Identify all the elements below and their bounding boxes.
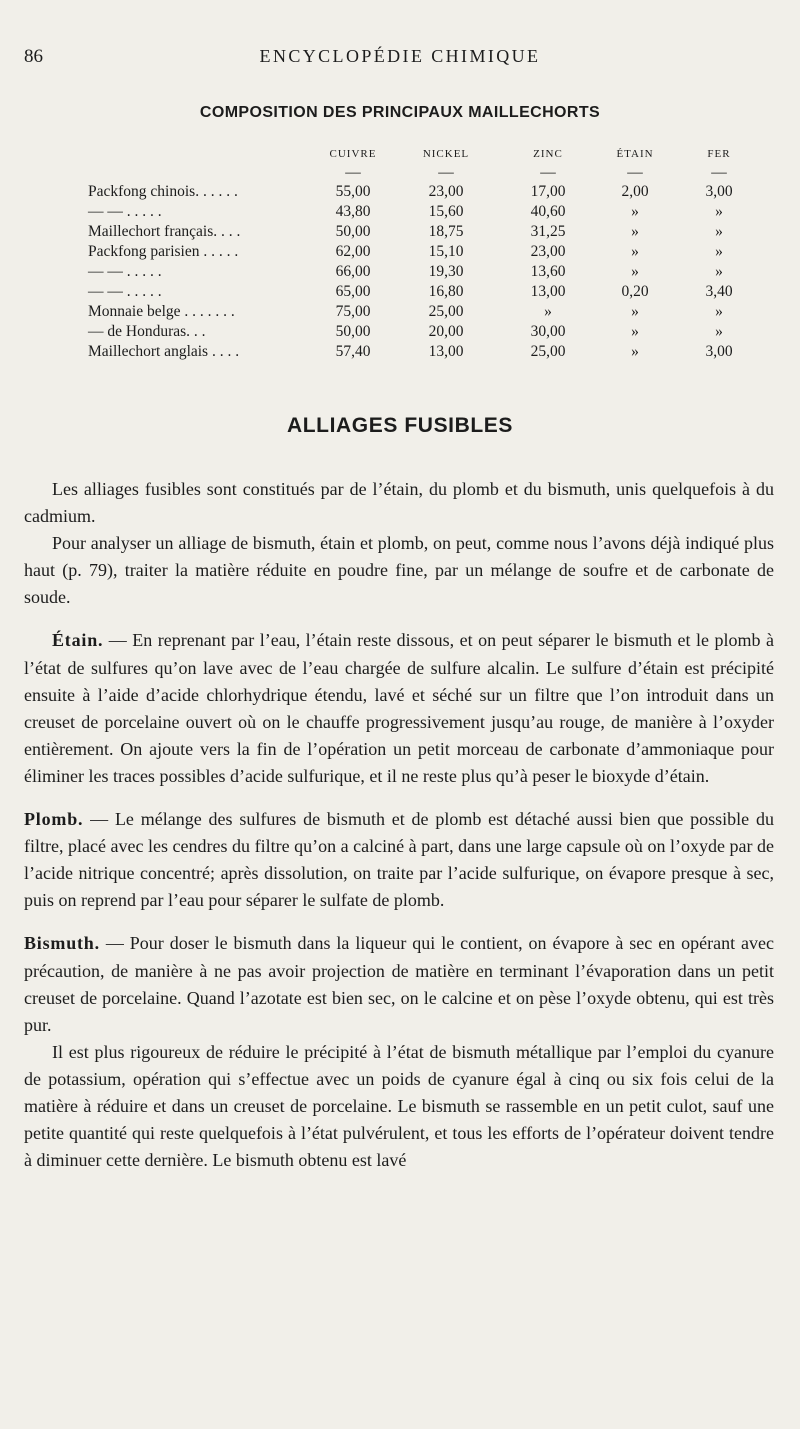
table-cell: 40,60 [530,203,566,220]
table-cell: 50,00 [335,323,371,340]
table-cell: 18,75 [428,223,464,240]
column-header: NICKEL [422,148,470,160]
row-label: Packfong chinois. . . . . . [88,183,238,200]
table-cell: 15,10 [428,243,464,260]
table-cell: 62,00 [335,243,371,260]
table-row [88,202,764,222]
paragraph-plomb [24,806,774,914]
page-header [24,46,776,72]
table-cell: 13,00 [530,283,566,300]
row-label: — — . . . . . [88,263,162,280]
table-cell: 50,00 [335,223,371,240]
page-number: 86 [24,46,43,67]
paragraph: Les alliages fusibles sont constitués par de l’étain, du plomb et du bismuth, unis quelquefois à du cadmium. [24,479,774,527]
table-cell: 25,00 [530,343,566,360]
table-cell: » [715,303,723,320]
table-cell: 3,00 [705,183,733,200]
table-cell: » [631,203,639,220]
table-cell: 55,00 [335,183,371,200]
dash-mark: — [438,164,454,181]
table-cell: » [631,263,639,280]
table-cell: » [715,223,723,240]
table-cell: 3,00 [705,343,733,360]
table-cell: » [631,223,639,240]
table-cell: 25,00 [428,303,464,320]
paragraph-etain [24,627,774,790]
paragraph-lead: Étain. [52,630,104,651]
paragraph: Pour analyser un alliage de bismuth, étain et plomb, on peut, comme nous l’avons déjà indiqué plus haut (p. 79), traiter la matière réduite en poudre fine, par un mélange de soufre et de carbonate de soude. [24,533,774,608]
table-cell: » [631,343,639,360]
dash-mark: — [627,164,643,181]
table-row [88,302,764,322]
table-cell: 30,00 [530,323,566,340]
table-cell: 15,60 [428,203,464,220]
column-header: ÉTAIN [616,148,654,160]
table-row [88,322,764,342]
section-title: ALLIAGES FUSIBLES [286,414,514,437]
paragraph-lead: Plomb. [24,809,84,830]
table-cell: 31,25 [530,223,566,240]
row-label: — — . . . . . [88,283,162,300]
table-cell: 66,00 [335,263,371,280]
table-cell: 3,40 [705,283,733,300]
paragraph-text: — En reprenant par l’eau, l’étain reste dissous, et on peut séparer le bismuth et le plomb à l’état de sulfures qu’on lave avec de l’eau chargée de sulfure alcalin. Le sulfure d’étain est précipité ensuite à l’aide d’acide chlorhydrique étendu, lavé et séché sur un filtre que l’on introduit dans un creuset de porcelaine ouvert où on le chauffe progressivement jusqu’au rouge, de manière à l’oxyder entièrement. On ajoute vers la fin de l’opération un petit morceau de carbonate d’ammoniaque pour éliminer les traces possibles d’acide sulfurique, et il ne reste plus qu’à peser le bioxyde d’étain. [24,630,774,786]
row-label: Packfong parisien . . . . . [88,243,239,260]
table-cell: » [715,203,723,220]
table-cell: 16,80 [428,283,464,300]
row-label: Maillechort français. . . . [88,223,241,240]
table-cell: 2,00 [621,183,649,200]
table-cell: 0,20 [621,283,649,300]
table-cell: » [715,323,723,340]
table-cell: » [715,243,723,260]
table-cell: » [631,243,639,260]
table-cell: » [631,303,639,320]
table-header-row [88,144,764,164]
paragraph-bismuth [24,930,774,1038]
table-cell: 57,40 [335,343,371,360]
table-cell: 65,00 [335,283,371,300]
dash-mark: — [345,164,361,181]
dash-mark: — [540,164,556,181]
header-dash-row [88,164,764,182]
column-header: ZINC [533,148,563,160]
table-cell: 20,00 [428,323,464,340]
table-row [88,342,764,362]
row-label: — de Honduras. . . [88,323,206,340]
column-header: CUIVRE [329,148,377,160]
table-cell: » [544,303,552,320]
table-cell: 23,00 [530,243,566,260]
table-row [88,262,764,282]
label-column-header [88,144,314,164]
table-cell: 23,00 [428,183,464,200]
running-head: ENCYCLOPÉDIE CHIMIQUE [259,46,541,66]
table-row [88,242,764,262]
alloy-composition-table [88,144,764,362]
table-cell: 43,80 [335,203,371,220]
paragraph-lead: Bismuth. [24,933,100,954]
table-cell: » [715,263,723,280]
row-label: — — . . . . . [88,203,162,220]
row-label: Maillechort anglais . . . . [88,343,240,360]
table-row [88,182,764,202]
table-row [88,282,764,302]
table-row [88,222,764,242]
table-cell: 75,00 [335,303,371,320]
table-body [88,182,764,362]
paragraph-text: — Pour doser le bismuth dans la liqueur qui le contient, on évapore à sec en opérant avec précaution, de manière à ne pas avoir projection de matière en terminant l’évaporation dans un petit creuset de porcelaine. Quand l’azotate est bien sec, on le calcine et on pèse l’oxyde obtenu, qui est très pur. [24,933,774,1035]
paragraph-text: — Le mélange des sulfures de bismuth et de plomb est détaché aussi bien que possible du filtre, placé avec les cendres du filtre qu’on a calciné à part, dans une large capsule où on l’oxyde par de l’acide nitrique concentré; après dissolution, on traite par l’acide sulfurique, on évapore presque à sec, puis on reprend par l’eau pour séparer le sulfate de plomb. [24,809,774,911]
table-cell: 19,30 [428,263,464,280]
table-cell: 13,00 [428,343,464,360]
table-cell: 13,60 [530,263,566,280]
table-cell: 17,00 [530,183,566,200]
dash-mark: — [711,164,727,181]
table-title: COMPOSITION DES PRINCIPAUX MAILLECHORTS [199,104,601,121]
table-cell: » [631,323,639,340]
column-header: FER [707,148,731,160]
paragraph: Il est plus rigoureux de réduire le précipité à l’état de bismuth métallique par l’emploi du cyanure de potassium, opération qui s’effectue avec un poids de cyanure égal à cinq ou six fois celui de la matière à réduire et dans un creuset de porcelaine. Le bismuth se rassemble en un petit culot, sauf une petite quantité qui reste quelquefois à l’état pulvérulent, et tous les efforts de l’opérateur doivent tendre à diminuer cette dernière. Le bismuth obtenu est lavé [24,1041,774,1171]
body-text [24,476,774,1174]
row-label: Monnaie belge . . . . . . . [88,303,235,320]
